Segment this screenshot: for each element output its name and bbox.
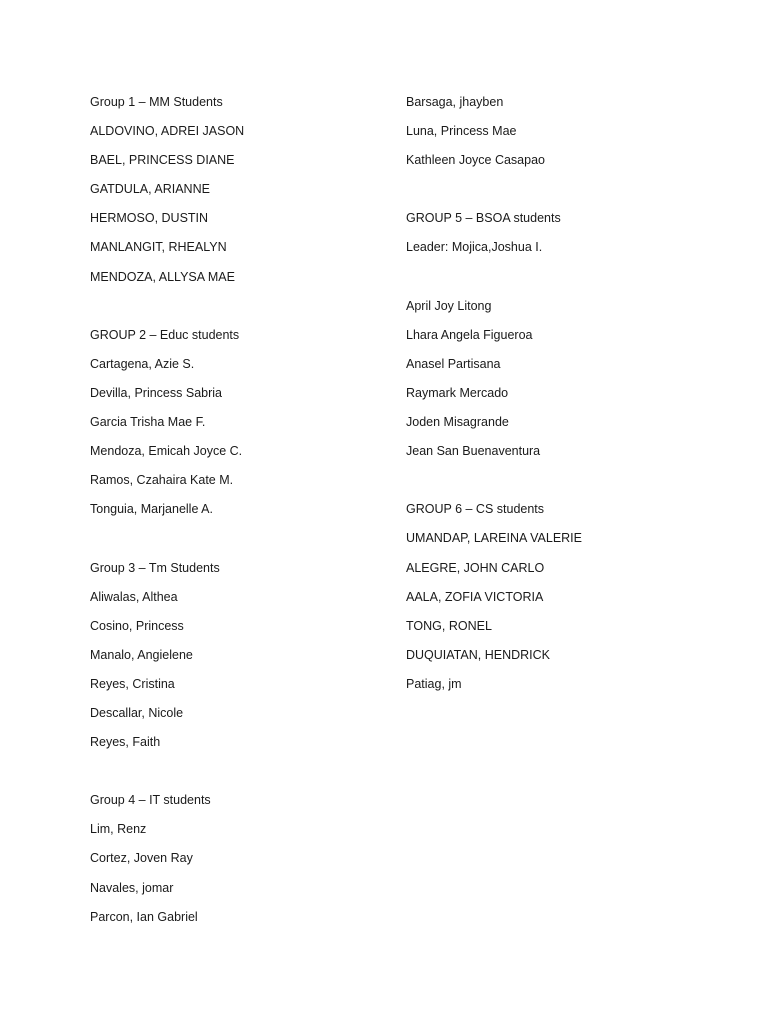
left-name-line: Reyes, Faith (90, 735, 161, 750)
left-name-line: Manalo, Angielene (90, 647, 193, 662)
right-name-line: Luna, Princess Mae (406, 124, 517, 139)
left-name-line: Group 3 – Tm Students (90, 560, 220, 575)
left-name-line: Group 4 – IT students (90, 793, 211, 808)
right-name-line: Jean San Buenaventura (406, 444, 541, 459)
left-name-line: Navales, jomar (90, 880, 174, 895)
left-name-line: Reyes, Cristina (90, 676, 175, 691)
right-name-line: ALEGRE, JOHN CARLO (406, 560, 545, 575)
left-name-line: Devilla, Princess Sabria (90, 385, 222, 400)
left-name-line: Garcia Trisha Mae F. (90, 415, 206, 430)
left-name-line: GATDULA, ARIANNE (90, 182, 210, 197)
left-blank-line (90, 761, 390, 790)
right-name-line: AALA, ZOFIA VICTORIA (406, 589, 544, 604)
right-name-line: Patiag, jm (406, 676, 462, 691)
left-name-line: Cortez, Joven Ray (90, 851, 193, 866)
left-name-line: BAEL, PRINCESS DIANE (90, 153, 235, 168)
left-blank-line (90, 296, 390, 325)
left-name-line: ALDOVINO, ADREI JASON (90, 124, 245, 139)
left-name-line: Tonguia, Marjanelle A. (90, 502, 213, 517)
left-name-line: Cartagena, Azie S. (90, 356, 195, 371)
left-name-line: Group 1 – MM Students (90, 95, 223, 109)
left-name-line: MANLANGIT, RHEALYN (90, 240, 227, 255)
right-name-line: Barsaga, jhayben (406, 95, 504, 109)
left-name-line: Ramos, Czahaira Kate M. (90, 473, 234, 488)
right-name-line: Anasel Partisana (406, 356, 501, 371)
left-blank-line (90, 528, 390, 557)
left-name-line: Lim, Renz (90, 822, 147, 837)
right-group-heading: GROUP 6 – CS students (406, 502, 545, 517)
right-column (406, 92, 726, 703)
right-name-line: Kathleen Joyce Casapao (406, 153, 545, 168)
right-blank-line (406, 179, 726, 208)
right-name-line: DUQUIATAN, HENDRICK (406, 647, 550, 662)
left-name-line: Descallar, Nicole (90, 705, 184, 720)
left-column (90, 92, 390, 936)
right-blank-line (406, 267, 726, 296)
left-group-heading: GROUP 2 – Educ students (90, 327, 240, 342)
right-name-line: April Joy Litong (406, 298, 492, 313)
right-name-line: UMANDAP, LAREINA VALERIE (406, 531, 582, 546)
right-name-line: Lhara Angela Figueroa (406, 327, 533, 342)
right-blank-line (406, 470, 726, 499)
left-name-line: HERMOSO, DUSTIN (90, 211, 209, 226)
right-name-line: Raymark Mercado (406, 385, 509, 400)
left-name-line: Parcon, Ian Gabriel (90, 909, 198, 924)
right-name-line: Leader: Mojica,Joshua I. (406, 240, 543, 255)
left-name-line: Mendoza, Emicah Joyce C. (90, 444, 243, 459)
right-group-heading: GROUP 5 – BSOA students (406, 211, 561, 226)
right-name-line: TONG, RONEL (406, 618, 492, 633)
right-name-line: Joden Misagrande (406, 415, 509, 430)
left-name-line: Aliwalas, Althea (90, 589, 178, 604)
left-name-line: Cosino, Princess (90, 618, 184, 633)
left-name-line: MENDOZA, ALLYSA MAE (90, 269, 235, 284)
